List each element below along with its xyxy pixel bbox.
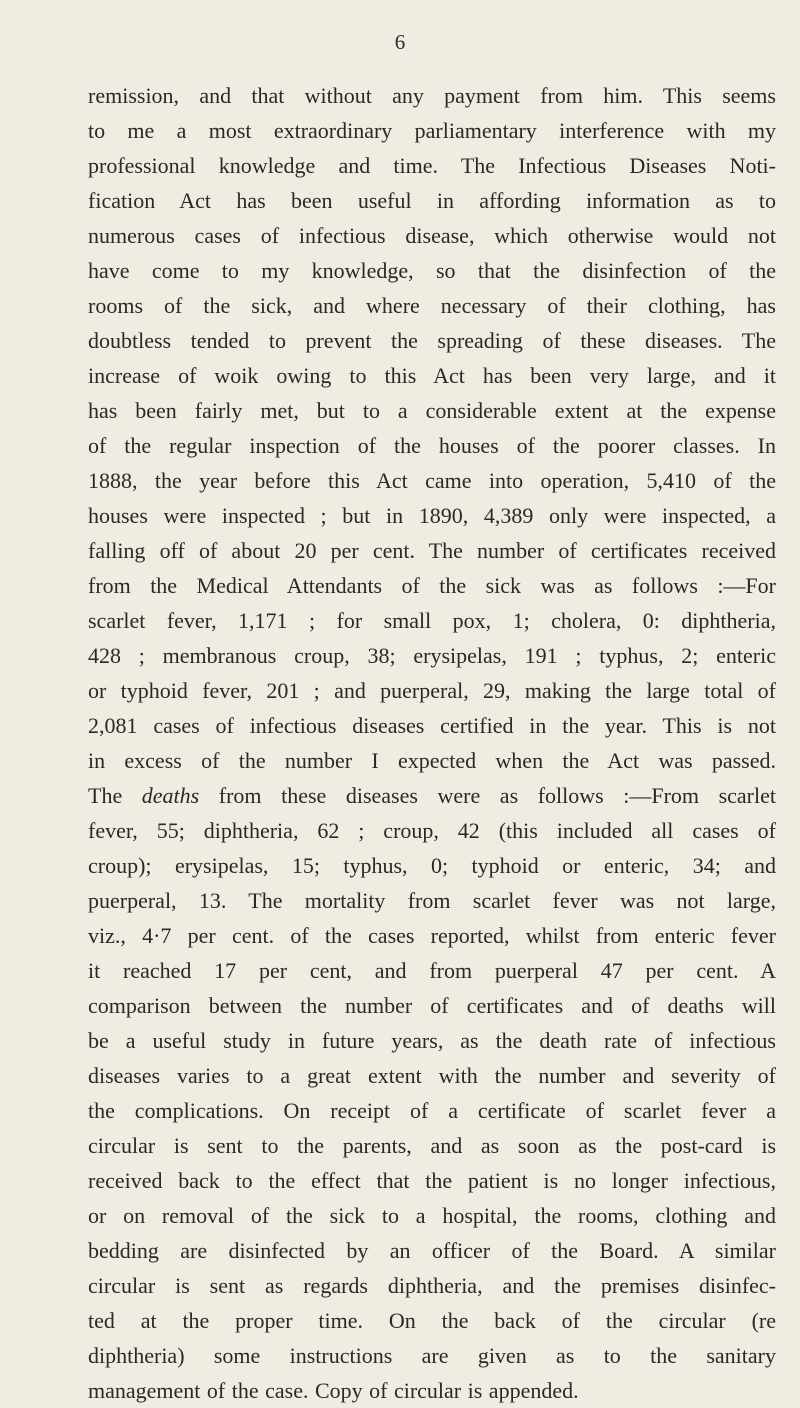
text-line: viz., 4·7 per cent. of the cases reported, whilst from enteric fever — [88, 923, 776, 948]
text-line: received back to the effect that the patient is no longer infectious, — [88, 1168, 776, 1193]
text-line: diphtheria) some instructions are given as to the sanitary — [88, 1343, 776, 1368]
text-line: numerous cases of infectious disease, which otherwise would not — [88, 223, 776, 248]
text-line: croup); erysipelas, 15; typhus, 0; typhoid or enteric, 34; and — [88, 853, 776, 878]
text-line: puerperal, 13. The mortality from scarlet fever was not large, — [88, 888, 776, 913]
text-line: comparison between the number of certificates and of deaths will — [88, 993, 776, 1018]
text-line: ted at the proper time. On the back of the circular (re — [88, 1308, 776, 1333]
text-line: falling off of about 20 per cent. The number of certificates received — [88, 538, 776, 563]
text-line: in excess of the number I expected when the Act was passed. — [88, 748, 776, 773]
text-line: circular is sent as regards diphtheria, and the premises disinfec- — [88, 1273, 776, 1298]
text-line: 428 ; membranous croup, 38; erysipelas, 191 ; typhus, 2; enteric — [88, 643, 776, 668]
text-line: scarlet fever, 1,171 ; for small pox, 1; cholera, 0: diphtheria, — [88, 608, 776, 633]
text-line: 1888, the year before this Act came into operation, 5,410 of the — [88, 468, 776, 493]
text-line: increase of woik owing to this Act has been very large, and it — [88, 363, 776, 388]
text-line: fever, 55; diphtheria, 62 ; croup, 42 (this included all cases of — [88, 818, 776, 843]
text-line: management of the case. Copy of circular is appended. — [88, 1378, 579, 1403]
text-line: the complications. On receipt of a certificate of scarlet fever a — [88, 1098, 776, 1123]
text-line: houses were inspected ; but in 1890, 4,389 only were inspected, a — [88, 503, 776, 528]
text-line: from the Medical Attendants of the sick was as follows :—For — [88, 573, 776, 598]
text-line: or typhoid fever, 201 ; and puerperal, 29, making the large total of — [88, 678, 776, 703]
page-number: 6 — [394, 30, 406, 54]
italic-word: deaths — [141, 783, 200, 808]
text-line: bedding are disinfected by an officer of the Board. A similar — [88, 1238, 776, 1263]
text-line: 2,081 cases of infectious diseases certified in the year. This is not — [88, 713, 776, 738]
text-line: diseases varies to a great extent with the number and severity of — [88, 1063, 776, 1088]
text-line: be a useful study in future years, as the death rate of infectious — [88, 1028, 776, 1053]
text-line: have come to my knowledge, so that the disinfection of the — [88, 258, 776, 283]
text-line: circular is sent to the parents, and as soon as the post-card is — [88, 1133, 776, 1158]
text-line: to me a most extraordinary parliamentary interference with my — [88, 118, 776, 143]
text-run: The — [88, 783, 142, 808]
text-line — [88, 778, 776, 813]
text-line: it reached 17 per cent, and from puerperal 47 per cent. A — [88, 958, 776, 983]
text-run: from these diseases were as follows :—From scarlet — [199, 783, 776, 808]
text-line: fication Act has been useful in affording information as to — [88, 188, 776, 213]
body-paragraph — [88, 78, 776, 1408]
text-line: of the regular inspection of the houses of the poorer classes. In — [88, 433, 776, 458]
text-line: has been fairly met, but to a considerable extent at the expense — [88, 398, 776, 423]
text-line: rooms of the sick, and where necessary of their clothing, has — [88, 293, 776, 318]
text-line: remission, and that without any payment from him. This seems — [88, 83, 776, 108]
text-line: or on removal of the sick to a hospital, the rooms, clothing and — [88, 1203, 776, 1228]
text-line: professional knowledge and time. The Infectious Diseases Noti- — [88, 153, 776, 178]
text-line: doubtless tended to prevent the spreading of these diseases. The — [88, 328, 776, 353]
